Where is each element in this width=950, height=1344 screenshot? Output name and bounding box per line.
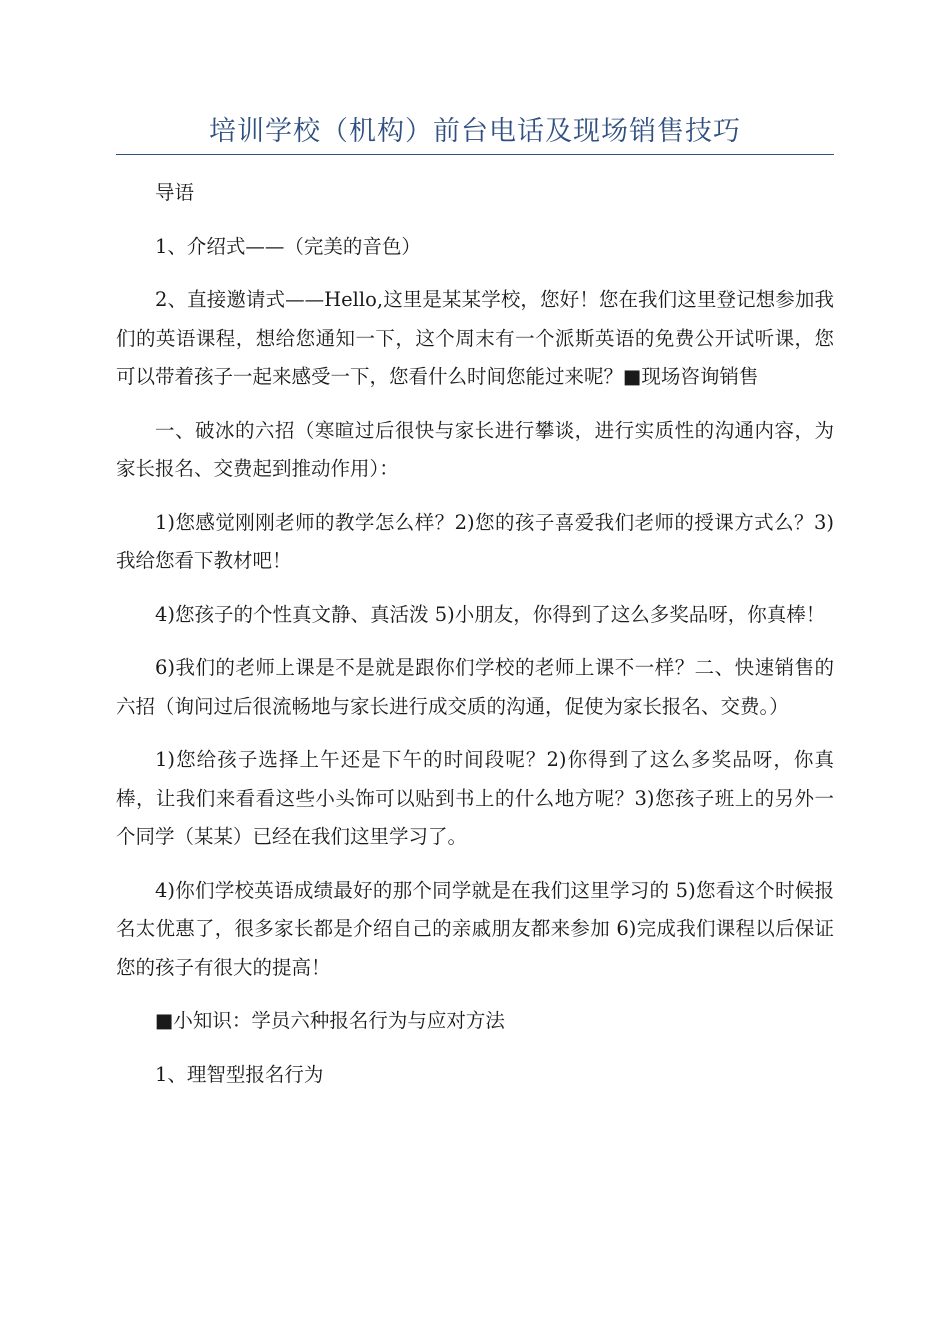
paragraph-tip-heading: ■小知识：学员六种报名行为与应对方法	[155, 1009, 505, 1032]
title-underline	[116, 154, 834, 155]
paragraph: 2、直接邀请式——Hello,这里是某某学校，您好！您在我们这里登记想参加我们的英语课程，想给您通知一下，这个周末有一个派斯英语的免费公开试听课，您可以带着孩子一起来感受一下，您看什么时间您能过来呢？■现场咨询销售	[116, 288, 834, 388]
document-title: 培训学校（机构）前台电话及现场销售技巧	[209, 116, 741, 147]
paragraph-intro: 导语	[155, 181, 195, 204]
paragraph: 1)您给孩子选择上午还是下午的时间段呢？2)你得到了这么多奖品呀，你真棒，让我们来看看这些小头饰可以贴到书上的什么地方呢？3)您孩子班上的另外一个同学（某某）已经在我们这里学习了。	[116, 748, 834, 848]
paragraph: 4)你们学校英语成绩最好的那个同学就是在我们这里学习的 5)您看这个时候报名太优惠了，很多家长都是介绍自己的亲戚朋友都来参加 6)完成我们课程以后保证您的孩子有很大的提高！	[116, 878, 834, 979]
paragraph: 6)我们的老师上课是不是就是跟你们学校的老师上课不一样？二、快速销售的六招（询问过后很流畅地与家长进行成交质的沟通，促使为家长报名、交费。）	[116, 656, 834, 718]
paragraph: 4)您孩子的个性真文静、真活泼 5)小朋友，你得到了这么多奖品呀，你真棒！	[155, 602, 826, 626]
document-body	[116, 174, 834, 1109]
paragraph: 一、破冰的六招（寒暄过后很快与家长进行攀谈，进行实质性的沟通内容，为家长报名、交费起到推动作用）：	[116, 418, 834, 480]
paragraph: 1、理智型报名行为	[155, 1062, 324, 1086]
paragraph: 1)您感觉刚刚老师的教学怎么样？2)您的孩子喜爱我们老师的授课方式么？3)我给您看下教材吧！	[116, 510, 834, 572]
paragraph: 1、介绍式——（完美的音色）	[155, 234, 421, 258]
